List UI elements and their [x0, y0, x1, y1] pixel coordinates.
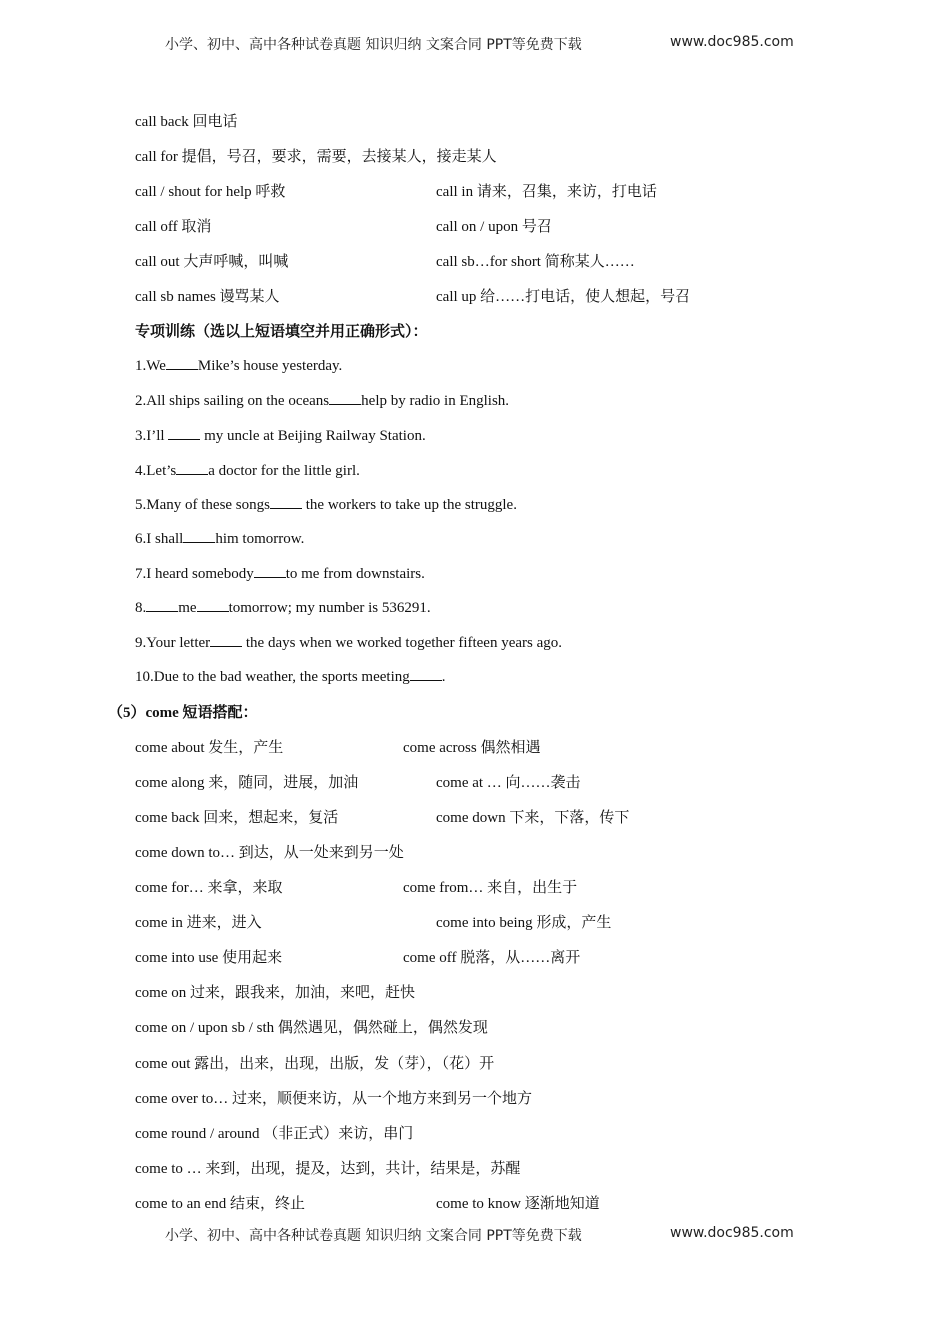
phrase-come-for: come for… 来拿，来取	[135, 880, 283, 896]
phrase-call-names: call sb names 谩骂某人	[135, 289, 280, 305]
header-url: www.doc985.com	[670, 34, 794, 50]
phrase-come-down: come down 下来，下落，传下	[436, 810, 630, 826]
phrase-call-on: call on / upon 号召	[436, 219, 552, 235]
phrase-come-out: come out 露出，出来，出现，出版，发（芽），（花）开	[135, 1056, 495, 1072]
exercise-item-3: 3.I’ll my uncle at Beijing Railway Station.	[135, 425, 426, 447]
page-header	[0, 34, 950, 56]
answer-blank[interactable]	[410, 666, 442, 681]
phrase-come-at: come at … 向……袭击	[436, 775, 581, 791]
phrase-come-along: come along 来，随同，进展，加油	[135, 775, 359, 791]
phrase-come-into-being: come into being 形成，产生	[436, 915, 612, 931]
phrase-come-about: come about 发生，产生	[135, 740, 284, 756]
exercise-heading: 专项训练（选以上短语填空并用正确形式）：	[135, 324, 428, 340]
exercise-item-8: 8. me tomorrow; my number is 536291.	[135, 597, 431, 619]
phrase-come-off: come off 脱落，从……离开	[403, 950, 581, 966]
answer-blank[interactable]	[329, 390, 361, 405]
phrase-call-up: call up 给……打电话，使人想起，号召	[436, 289, 691, 305]
phrase-come-to-know: come to know 逐渐地知道	[436, 1196, 600, 1212]
exercise-item-5: 5.Many of these songs the workers to take up the struggle.	[135, 494, 517, 516]
exercise-item-1: 1.We Mike’s house yesterday.	[135, 355, 342, 377]
exercise-item-4: 4.Let’s a doctor for the little girl.	[135, 460, 360, 482]
exercise-item-6: 6.I shall him tomorrow.	[135, 528, 304, 550]
answer-blank[interactable]	[270, 494, 302, 509]
phrase-come-into-use: come into use 使用起来	[135, 950, 283, 966]
phrase-come-back: come back 回来，想起来，复活	[135, 810, 339, 826]
phrase-come-round: come round / around （非正式）来访，串门	[135, 1126, 414, 1142]
phrase-call-for-help: call / shout for help 呼救	[135, 184, 286, 200]
phrase-come-to: come to … 来到，出现，提及，达到，共计，结果是，苏醒	[135, 1161, 521, 1177]
phrase-come-to-an-end: come to an end 结束，终止	[135, 1196, 305, 1212]
answer-blank[interactable]	[210, 632, 242, 647]
footer-text: 小学、初中、高中各种试卷真题 知识归纳 文案合同 PPT等免费下载	[165, 1228, 582, 1244]
phrase-call-short: call sb…for short 简称某人……	[436, 254, 635, 270]
phrase-come-from: come from… 来自，出生于	[403, 880, 578, 896]
answer-blank[interactable]	[176, 460, 208, 475]
phrase-call-out: call out 大声呼喊，叫喊	[135, 254, 289, 270]
exercise-item-2: 2.All ships sailing on the oceans help by radio in English.	[135, 390, 509, 412]
footer-url: www.doc985.com	[670, 1225, 794, 1241]
answer-blank[interactable]	[166, 355, 198, 370]
exercise-item-10: 10.Due to the bad weather, the sports meeting .	[135, 666, 446, 688]
phrase-call-back: call back 回电话	[135, 114, 238, 130]
phrase-call-in: call in 请来，召集，来访，打电话	[436, 184, 657, 200]
answer-blank[interactable]	[168, 425, 200, 440]
answer-blank[interactable]	[146, 597, 178, 612]
phrase-come-on: come on 过来，跟我来，加油，来吧，赶快	[135, 985, 415, 1001]
header-text: 小学、初中、高中各种试卷真题 知识归纳 文案合同 PPT等免费下载	[165, 37, 582, 53]
answer-blank[interactable]	[254, 563, 286, 578]
exercise-item-7: 7.I heard somebody to me from downstairs.	[135, 563, 425, 585]
answer-blank[interactable]	[197, 597, 229, 612]
exercise-item-9: 9.Your letter the days when we worked together fifteen years ago.	[135, 632, 562, 654]
phrase-call-off: call off 取消	[135, 219, 212, 235]
phrase-come-down-to: come down to… 到达，从一处来到另一处	[135, 845, 404, 861]
phrase-come-upon: come on / upon sb / sth 偶然遇见，偶然碰上，偶然发现	[135, 1020, 488, 1036]
page-footer	[0, 1225, 950, 1247]
answer-blank[interactable]	[183, 528, 215, 543]
phrase-come-in: come in 进来，进入	[135, 915, 262, 931]
phrase-call-for: call for 提倡，号召，要求，需要，去接某人，接走某人	[135, 149, 497, 165]
phrase-come-across: come across 偶然相遇	[403, 740, 541, 756]
section-heading-come: （5）come 短语搭配：	[108, 705, 258, 721]
phrase-come-over-to: come over to… 过来，顺便来访，从一个地方来到另一个地方	[135, 1091, 533, 1107]
